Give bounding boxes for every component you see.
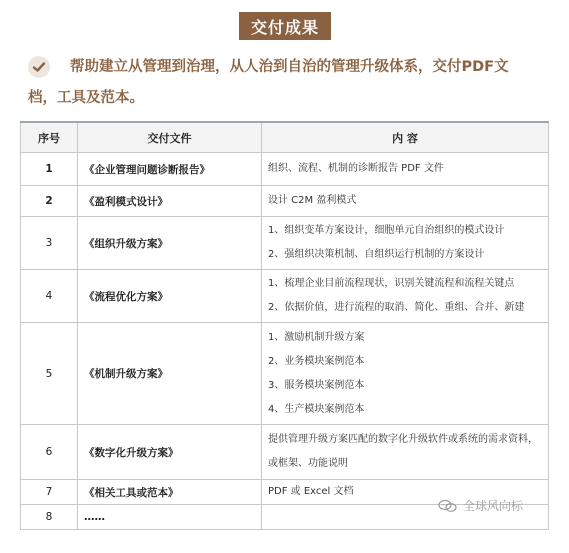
row-content xyxy=(262,186,549,217)
chat-bubbles-icon xyxy=(438,499,458,513)
row-num: 6 xyxy=(21,425,78,480)
content-line: 1、梳理企业目前流程现状，识别关键流程和流程关键点 xyxy=(268,278,515,289)
header-num: 序号 xyxy=(21,122,78,153)
row-doc: …… xyxy=(78,505,262,530)
section-banner xyxy=(239,12,331,40)
row-content xyxy=(262,217,549,270)
row-doc: 《机制升级方案》 xyxy=(78,323,262,425)
content-line: 3、服务模块案例范本 xyxy=(268,379,365,391)
row-doc: 《流程优化方案》 xyxy=(78,270,262,323)
content-line: 2、强组织决策机制、自组织运行机制的方案设计 xyxy=(268,249,485,260)
table-row xyxy=(21,217,549,270)
row-doc: 《企业管理问题诊断报告》 xyxy=(78,153,262,186)
row-doc: 《数字化升级方案》 xyxy=(78,425,262,480)
intro-text xyxy=(28,52,556,114)
row-doc: 《盈利模式设计》 xyxy=(78,186,262,217)
intro-block xyxy=(28,52,556,114)
content-line: 组织、流程、机制的诊断报告 PDF 文件 xyxy=(268,163,444,174)
row-num: 7 xyxy=(21,480,78,505)
content-line: 2、业务模块案例范本 xyxy=(268,355,365,367)
table-row xyxy=(21,270,549,323)
table-header-row xyxy=(21,122,549,153)
row-num: 1 xyxy=(21,153,78,186)
row-content xyxy=(262,153,549,186)
row-num: 3 xyxy=(21,217,78,270)
header-doc: 交付文件 xyxy=(78,122,262,153)
content-line: 设计 C2M 盈利模式 xyxy=(268,195,357,206)
watermark xyxy=(438,497,523,514)
content-line: PDF 或 Excel 文档 xyxy=(268,486,354,497)
content-line: 1、激励机制升级方案 xyxy=(268,331,365,343)
table-row xyxy=(21,425,549,480)
row-content xyxy=(262,323,549,425)
content-line: 1、组织变革方案设计，细胞单元自治组织的模式设计 xyxy=(268,225,505,236)
content-line: 4、生产模块案例范本 xyxy=(268,403,365,415)
table-row xyxy=(21,323,549,425)
intro-line-2: 档，工具及范本。 xyxy=(28,90,144,106)
row-doc: 《相关工具或范本》 xyxy=(78,480,262,505)
content-line: 提供管理升级方案匹配的数字化升级软件或系统的需求资料， xyxy=(268,434,538,445)
row-num: 2 xyxy=(21,186,78,217)
row-content xyxy=(262,425,549,480)
table-row xyxy=(21,153,549,186)
row-num: 4 xyxy=(21,270,78,323)
content-line: 或框架、功能说明 xyxy=(268,458,348,469)
deliverables-table-wrap xyxy=(20,121,548,530)
banner-title: 交付成果 xyxy=(250,17,319,37)
content-line: 2、依据价值，进行流程的取消、简化、重组、合并、新建 xyxy=(268,302,525,313)
deliverables-table xyxy=(20,121,549,530)
intro-line-1: 帮助建立从管理到治理，从人治到自治的管理升级体系，交付PDF文 xyxy=(70,59,509,75)
table-row xyxy=(21,186,549,217)
row-num: 5 xyxy=(21,323,78,425)
header-content: 内 容 xyxy=(262,122,549,153)
watermark-text: 全球风向标 xyxy=(463,499,524,513)
row-doc: 《组织升级方案》 xyxy=(78,217,262,270)
row-num: 8 xyxy=(21,505,78,530)
check-icon xyxy=(28,56,50,78)
row-content xyxy=(262,270,549,323)
